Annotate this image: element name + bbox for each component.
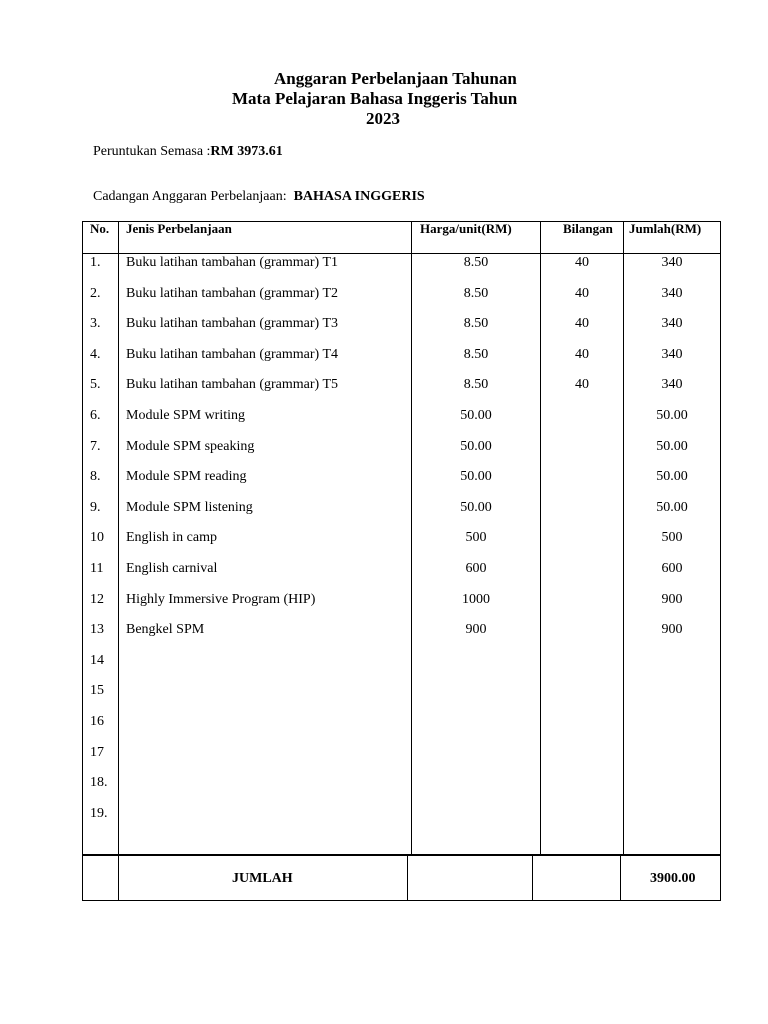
row-item: Buku latihan tambahan (grammar) T3 [126,316,339,331]
row-total: 50.00 [656,408,688,423]
row-no: 8. [90,469,101,484]
row-unit-price: 8.50 [463,347,489,362]
row-unit-price: 50.00 [460,439,492,454]
proposal-value: BAHASA INGGERIS [293,189,425,204]
row-unit-price: 50.00 [460,469,492,484]
row-item: Module SPM speaking [126,439,255,454]
row-no: 11 [90,561,104,576]
row-total: 50.00 [656,439,688,454]
row-unit-price: 1000 [462,592,490,607]
row-no: 5. [90,377,101,392]
row-no: 4. [90,347,101,362]
row-item: English carnival [126,561,218,576]
header-quantity: Bilangan [563,221,613,236]
header-divider [82,253,721,254]
footer-divider-4 [620,855,621,901]
proposal-label: Cadangan Anggaran Perbelanjaan: [93,189,287,204]
proposal-line [93,189,425,205]
title-line-2: Mata Pelajaran Bahasa Inggeris Tahun [232,89,518,108]
title-line-3: 2023 [366,109,400,128]
row-item: Buku latihan tambahan (grammar) T4 [126,347,339,362]
footer-total: 3900.00 [650,871,696,886]
row-unit-price: 50.00 [460,500,492,515]
row-total: 500 [661,530,683,545]
row-no: 7. [90,439,101,454]
row-no: 16 [90,714,104,729]
row-total: 340 [661,255,683,270]
row-total: 50.00 [656,469,688,484]
row-no: 9. [90,500,101,515]
row-item: Module SPM listening [126,500,253,515]
footer-divider-3 [532,855,533,901]
header-total: Jumlah(RM) [629,221,702,236]
row-no: 18. [90,775,108,790]
col-divider-1 [118,221,119,855]
row-unit-price: 600 [465,561,487,576]
header-no: No. [90,221,110,236]
row-total: 340 [661,377,683,392]
footer-frame [82,854,721,901]
row-item: Buku latihan tambahan (grammar) T1 [126,255,339,270]
row-item: Bengkel SPM [126,622,205,637]
row-total: 340 [661,347,683,362]
row-item: Buku latihan tambahan (grammar) T2 [126,286,339,301]
footer-divider-2 [407,855,408,901]
row-quantity: 40 [575,255,589,270]
row-unit-price: 8.50 [463,286,489,301]
row-no: 6. [90,408,101,423]
row-item: Highly Immersive Program (HIP) [126,592,316,607]
row-no: 10 [90,530,104,545]
row-no: 17 [90,745,104,760]
row-quantity: 40 [575,286,589,301]
row-total: 900 [661,622,683,637]
row-total: 340 [661,286,683,301]
allocation-value: RM 3973.61 [210,144,283,159]
row-no: 15 [90,683,104,698]
row-quantity: 40 [575,377,589,392]
header-item: Jenis Perbelanjaan [126,221,232,236]
row-item: Module SPM writing [126,408,246,423]
footer-label: JUMLAH [232,871,293,886]
row-no: 19. [90,806,108,821]
row-quantity: 40 [575,316,589,331]
row-no: 3. [90,316,101,331]
row-item: Module SPM reading [126,469,247,484]
header-unit-price: Harga/unit(RM) [420,221,512,236]
row-unit-price: 8.50 [463,255,489,270]
row-no: 13 [90,622,104,637]
row-quantity: 40 [575,347,589,362]
row-total: 340 [661,316,683,331]
row-no: 1. [90,255,101,270]
row-item: Buku latihan tambahan (grammar) T5 [126,377,339,392]
row-item: English in camp [126,530,217,545]
footer-divider-1 [118,855,119,901]
row-unit-price: 500 [465,530,487,545]
allocation-line [93,144,283,160]
allocation-label: Peruntukan Semasa : [93,144,211,159]
row-unit-price: 8.50 [463,377,489,392]
row-total: 50.00 [656,500,688,515]
row-unit-price: 50.00 [460,408,492,423]
title-line-1: Anggaran Perbelanjaan Tahunan [274,69,517,88]
row-unit-price: 900 [465,622,487,637]
row-no: 12 [90,592,104,607]
row-no: 14 [90,653,104,668]
row-total: 600 [661,561,683,576]
row-unit-price: 8.50 [463,316,489,331]
row-no: 2. [90,286,101,301]
row-total: 900 [661,592,683,607]
